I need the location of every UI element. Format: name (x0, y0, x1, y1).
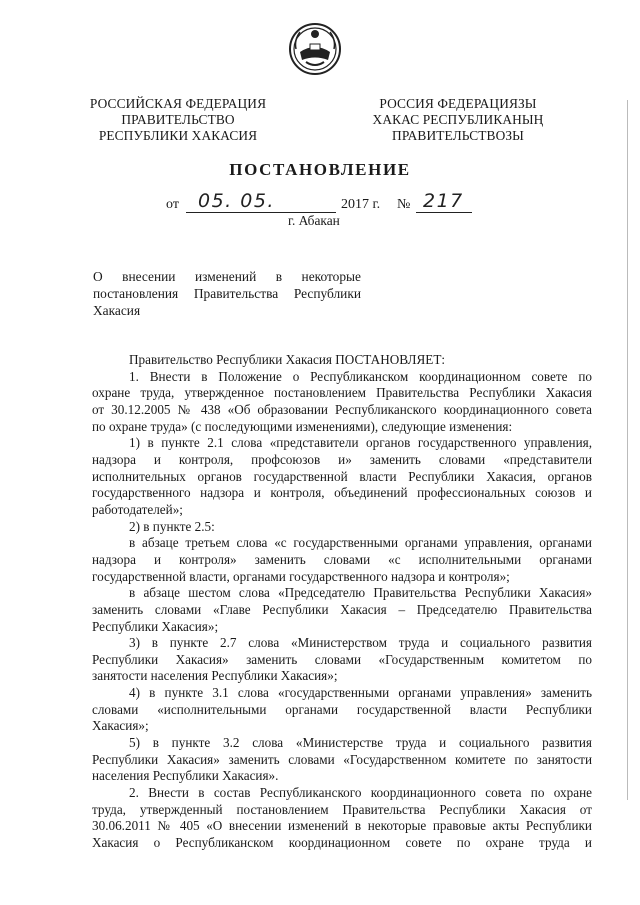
subject-line-2: постановления Правительства Республики (93, 286, 361, 301)
header-right-line-1: РОССИЯ ФЕДЕРАЦИЯЗЫ (379, 96, 537, 111)
number-underline (416, 212, 472, 213)
header-right-line-3: ПРАВИТЕЛЬСТВОЗЫ (392, 128, 524, 143)
body-text (92, 352, 592, 852)
date-from-label: от (166, 197, 179, 212)
number-label: № (397, 197, 411, 212)
body-line: 4) в пункте 3.1 слова «государственными органами управления» заменить (129, 685, 592, 701)
header-left-line-2: ПРАВИТЕЛЬСТВО (121, 112, 235, 127)
header-right-line-2: ХАКАС РЕСПУБЛИКАНЫҢ (372, 112, 544, 127)
body-line: Хакасия о Республиканском координационном совете по охране труда и (92, 835, 592, 851)
coat-of-arms-icon (288, 22, 342, 76)
body-line: занятости населения Республики Хакасия»; (92, 668, 338, 684)
subject-line-1: О внесении изменений в некоторые (93, 269, 361, 284)
body-line: Правительство Республики Хакасия ПОСТАНОВЛЯЕТ: (129, 352, 446, 367)
body-line: населения Республики Хакасия». (92, 768, 279, 784)
body-line: 5) в пункте 3.2 слова «Министерстве труда и социального развития (129, 735, 592, 751)
document-title: ПОСТАНОВЛЕНИЕ (229, 160, 411, 179)
body-line: по охране труда» (с последующими изменениями), следующие изменения: (92, 418, 513, 434)
header-left-line-3: РЕСПУБЛИКИ ХАКАСИЯ (98, 128, 258, 143)
body-line: Республики Хакасия» заменить словами «Государственном комитете по занятости (92, 751, 592, 767)
body-line: труда, утвержденный постановлением Правительства Республики Хакасия от (92, 801, 592, 817)
body-line: 3) в пункте 2.7 слова «Министерством труда и социального развития (129, 635, 592, 651)
body-line: 1) в пункте 2.1 слова «представители органов государственного управления, (129, 435, 592, 451)
body-line: работодателей»; (92, 501, 183, 517)
city-label: г. Абакан (288, 213, 340, 228)
number-handwritten: 217 (423, 190, 464, 212)
subject-line-3: Хакасия (93, 303, 141, 318)
body-line: надзора и контроля, профсоюзов и» заменить словами «представители (92, 451, 592, 467)
body-line: Республики Хакасия» заменить словами «Государственным комитетом по (92, 651, 592, 667)
year-text: 2017 г. (341, 197, 381, 212)
body-line: в абзаце третьем слова «с государственными органами управления, органами (129, 535, 592, 551)
body-line: Республики Хакасия»; (92, 618, 219, 634)
body-line: государственного надзора и контроля, объединений профессиональных союзов и (92, 485, 592, 501)
header-left-line-1: РОССИЙСКАЯ ФЕДЕРАЦИЯ (89, 96, 267, 111)
body-line: 1. Внести в Положение о Республиканском координационном совете по (129, 368, 592, 384)
scan-edge-line (627, 100, 628, 800)
date-handwritten: 05. 05. (198, 190, 275, 212)
body-line: словами «исполнительными органами государственной власти Республики (92, 701, 592, 717)
body-line: государственной власти, органами государственного надзора и контроля»; (92, 568, 510, 584)
body-line: 2) в пункте 2.5: (129, 518, 215, 534)
body-line: Хакасия»; (92, 718, 149, 734)
body-line: охране труда, утвержденное постановлением Правительства Республики Хакасия (92, 385, 592, 401)
body-line: надзора и контроля» заменить словами «с исполнительными органами (92, 551, 592, 567)
body-line: заменить словами «Главе Республики Хакасия – Председателю Правительства (92, 601, 592, 617)
body-line: от 30.12.2005 № 438 «Об образовании Республиканского координационного совета (92, 401, 592, 417)
subject-block (93, 268, 361, 319)
body-line: в абзаце шестом слова «Председателю Правительства Республики Хакасия» (129, 585, 592, 601)
body-line: 2. Внести в состав Республиканского координационного совета по охране (129, 785, 592, 801)
body-line: 30.06.2011 № 405 «О внесении изменений в некоторые правовые акты Республики (92, 818, 592, 834)
header-right (358, 96, 558, 144)
body-line: исполнительных органов государственной власти Республики Хакасия, органов (92, 468, 592, 484)
header-left (78, 96, 278, 144)
